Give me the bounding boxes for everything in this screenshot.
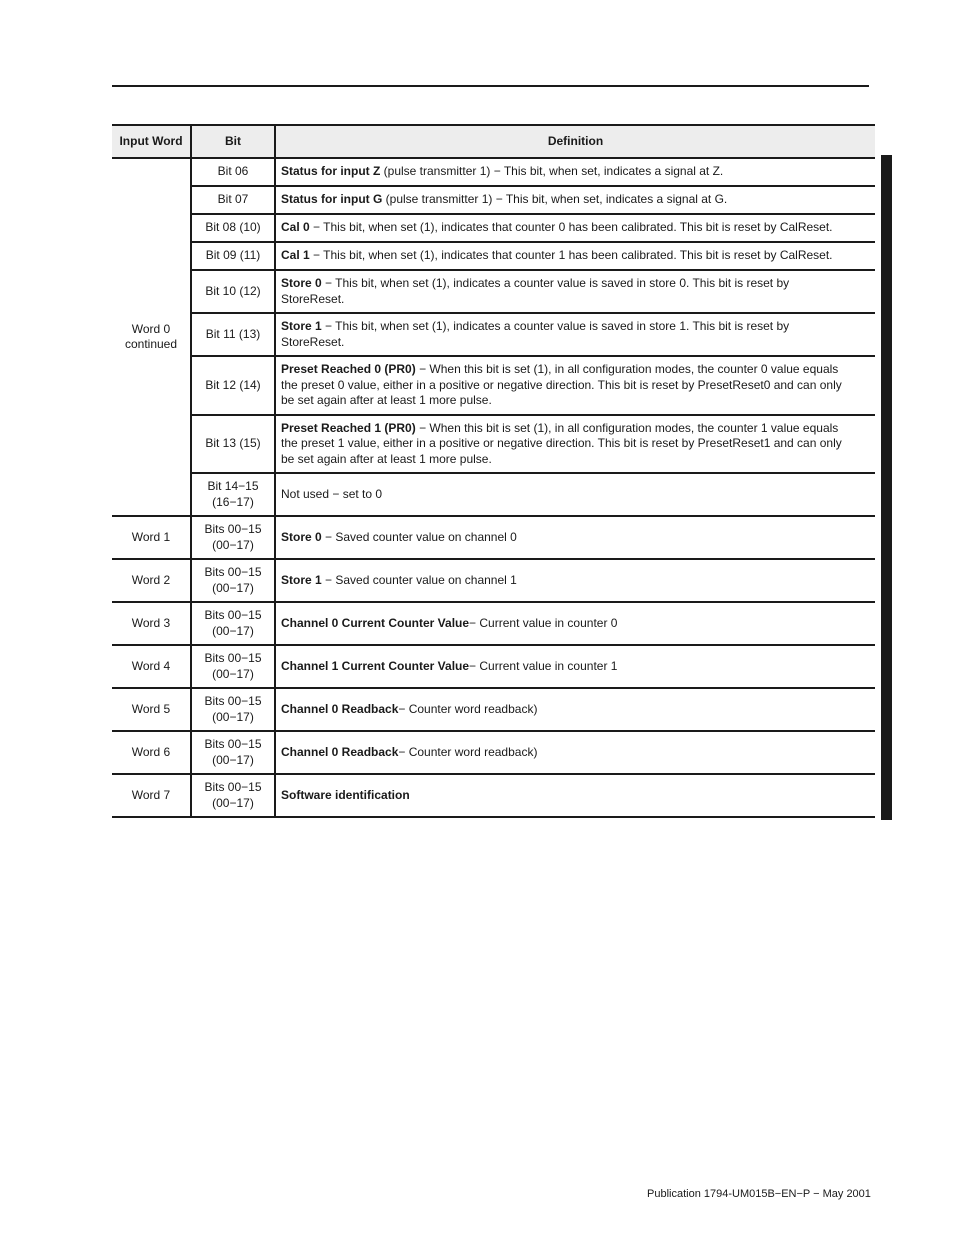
bit-cell [191, 473, 275, 516]
definition-term: Preset Reached 1 (PR0) [281, 420, 416, 435]
bit-range: Bits 00−15 [204, 694, 262, 708]
definition-term: Preset Reached 0 (PR0) [281, 362, 416, 376]
definition-text: − When this bit is set (1), in all configuration modes, the counter 0 value equals the preset 0 value, either in a positive or negative direction. This bit is reset by PresetReset0 and can only be set again after at least 1 more pulse. [281, 362, 842, 407]
bit-cell: Bit 11 (13) [191, 313, 275, 356]
definition-cell [275, 688, 875, 731]
definition-term: Store 1 [281, 319, 322, 333]
definition-cell [275, 242, 875, 270]
word-cell: Word 6 [112, 731, 191, 774]
definition-term: Channel 1 Current Counter Value [281, 658, 470, 673]
table-row [112, 688, 875, 731]
definition-cell [275, 602, 875, 645]
definition-cell [275, 731, 875, 774]
definition-cell [275, 645, 875, 688]
bit-range-octal: (00−17) [212, 580, 254, 595]
table-row [112, 473, 875, 516]
definition-term: Store 0 [281, 529, 322, 544]
word-cell: Word 7 [112, 774, 191, 817]
definition-term: Channel 0 Readback [281, 701, 399, 716]
definition-text: − This bit, when set (1), indicates that counter 0 has been calibrated. This bit is reset by CalReset. [309, 220, 833, 235]
input-word-table [112, 124, 875, 818]
top-rule [112, 85, 869, 87]
bit-cell: Bit 12 (14) [191, 356, 275, 415]
bit-range: Bits 00−15 [204, 522, 262, 536]
definition-cell [275, 415, 875, 474]
bit-range: Bits 00−15 [204, 608, 262, 622]
definition-term: Channel 0 Readback [281, 744, 399, 759]
definition-text: − When this bit is set (1), in all configuration modes, the counter 1 value equals the preset 1 value, either in a positive or negative direction. This bit is reset by PresetReset1 and can only be set again after at least 1 more pulse. [281, 420, 842, 466]
definition-cell [275, 774, 875, 817]
definition-text: − Counter word readback) [398, 701, 538, 716]
definition-cell [275, 559, 875, 602]
header-input-word: Input Word [112, 125, 191, 158]
definition-term: Store 0 [281, 276, 322, 290]
bit-range-octal: (00−17) [212, 752, 254, 767]
table-row [112, 214, 875, 242]
definition-text: − This bit, when set (1), indicates a counter value is saved in store 1. This bit is reset by StoreReset. [281, 319, 790, 349]
bit-range: Bit 14−15 [207, 479, 259, 493]
table-row [112, 731, 875, 774]
word-cell: Word 5 [112, 688, 191, 731]
definition-term: Status for input G [281, 192, 383, 207]
table-row [112, 516, 875, 559]
table-row [112, 774, 875, 817]
bit-range-octal: (00−17) [212, 623, 254, 638]
publication-footer: Publication 1794-UM015B−EN−P − May 2001 [647, 1188, 871, 1200]
definition-term: Cal 1 [281, 248, 310, 263]
bit-cell: Bit 07 [191, 186, 275, 214]
bit-cell [191, 688, 275, 731]
table-row [112, 602, 875, 645]
definition-term: Software identification [281, 787, 410, 802]
bit-range: Bits 00−15 [204, 780, 262, 794]
bit-range-octal: (16−17) [212, 494, 254, 509]
bit-cell: Bit 06 [191, 158, 275, 186]
bit-cell: Bit 09 (11) [191, 242, 275, 270]
bit-range-octal: (00−17) [212, 537, 254, 552]
bit-range: Bits 00−15 [204, 565, 262, 579]
word-cell: Word 3 [112, 602, 191, 645]
table-row [112, 186, 875, 214]
bit-cell [191, 559, 275, 602]
word0-label: Word 0 [131, 321, 171, 336]
word0-continued: continued [124, 337, 178, 351]
definition-cell [275, 516, 875, 559]
bit-cell [191, 602, 275, 645]
definition-text: (pulse transmitter 1) − This bit, when set, indicates a signal at G. [382, 192, 728, 207]
table-row [112, 356, 875, 415]
definition-text: − Saved counter value on channel 1 [321, 572, 517, 587]
definition-cell [275, 214, 875, 242]
definition-cell [275, 158, 875, 186]
definition-cell [275, 356, 875, 415]
bit-cell [191, 645, 275, 688]
definition-cell [275, 313, 875, 356]
bit-cell: Bit 08 (10) [191, 214, 275, 242]
table-row [112, 313, 875, 356]
definition-cell [275, 270, 875, 313]
table-row [112, 158, 875, 186]
definition-text: − This bit, when set (1), indicates a counter value is saved in store 0. This bit is reset by StoreReset. [281, 276, 790, 306]
definition-cell [275, 186, 875, 214]
table-row [112, 242, 875, 270]
bit-cell: Bit 13 (15) [191, 415, 275, 474]
word-cell: Word 1 [112, 516, 191, 559]
bit-range-octal: (00−17) [212, 795, 254, 810]
word-cell: Word 4 [112, 645, 191, 688]
table-row [112, 270, 875, 313]
table-header-row [112, 125, 875, 158]
header-bit: Bit [191, 125, 275, 158]
bit-cell [191, 774, 275, 817]
definition-text: − Counter word readback) [398, 744, 538, 759]
table-row [112, 645, 875, 688]
definition-term: Status for input Z [281, 164, 381, 179]
definition-text: − This bit, when set (1), indicates that counter 1 has been calibrated. This bit is reset by CalReset. [309, 248, 833, 263]
bit-range: Bits 00−15 [204, 651, 262, 665]
input-word-table-container [112, 124, 875, 818]
definition-term: Store 1 [281, 572, 322, 587]
definition-text: − Current value in counter 1 [469, 658, 618, 673]
bit-cell [191, 516, 275, 559]
table-row [112, 559, 875, 602]
definition-text: (pulse transmitter 1) − This bit, when set, indicates a signal at Z. [380, 164, 724, 179]
definition-text: − Current value in counter 0 [469, 615, 618, 630]
side-thumb-tab [881, 155, 892, 820]
definition-term: Cal 0 [281, 220, 310, 235]
definition-cell: Not used − set to 0 [275, 473, 875, 516]
bit-range-octal: (00−17) [212, 709, 254, 724]
word-cell: Word 2 [112, 559, 191, 602]
definition-text: − Saved counter value on channel 0 [321, 529, 517, 544]
word0-cell [112, 158, 191, 516]
bit-range-octal: (00−17) [212, 666, 254, 681]
table-row [112, 415, 875, 474]
bit-cell [191, 731, 275, 774]
bit-range: Bits 00−15 [204, 737, 262, 751]
definition-term: Channel 0 Current Counter Value [281, 615, 470, 630]
bit-cell: Bit 10 (12) [191, 270, 275, 313]
header-definition: Definition [275, 125, 875, 158]
